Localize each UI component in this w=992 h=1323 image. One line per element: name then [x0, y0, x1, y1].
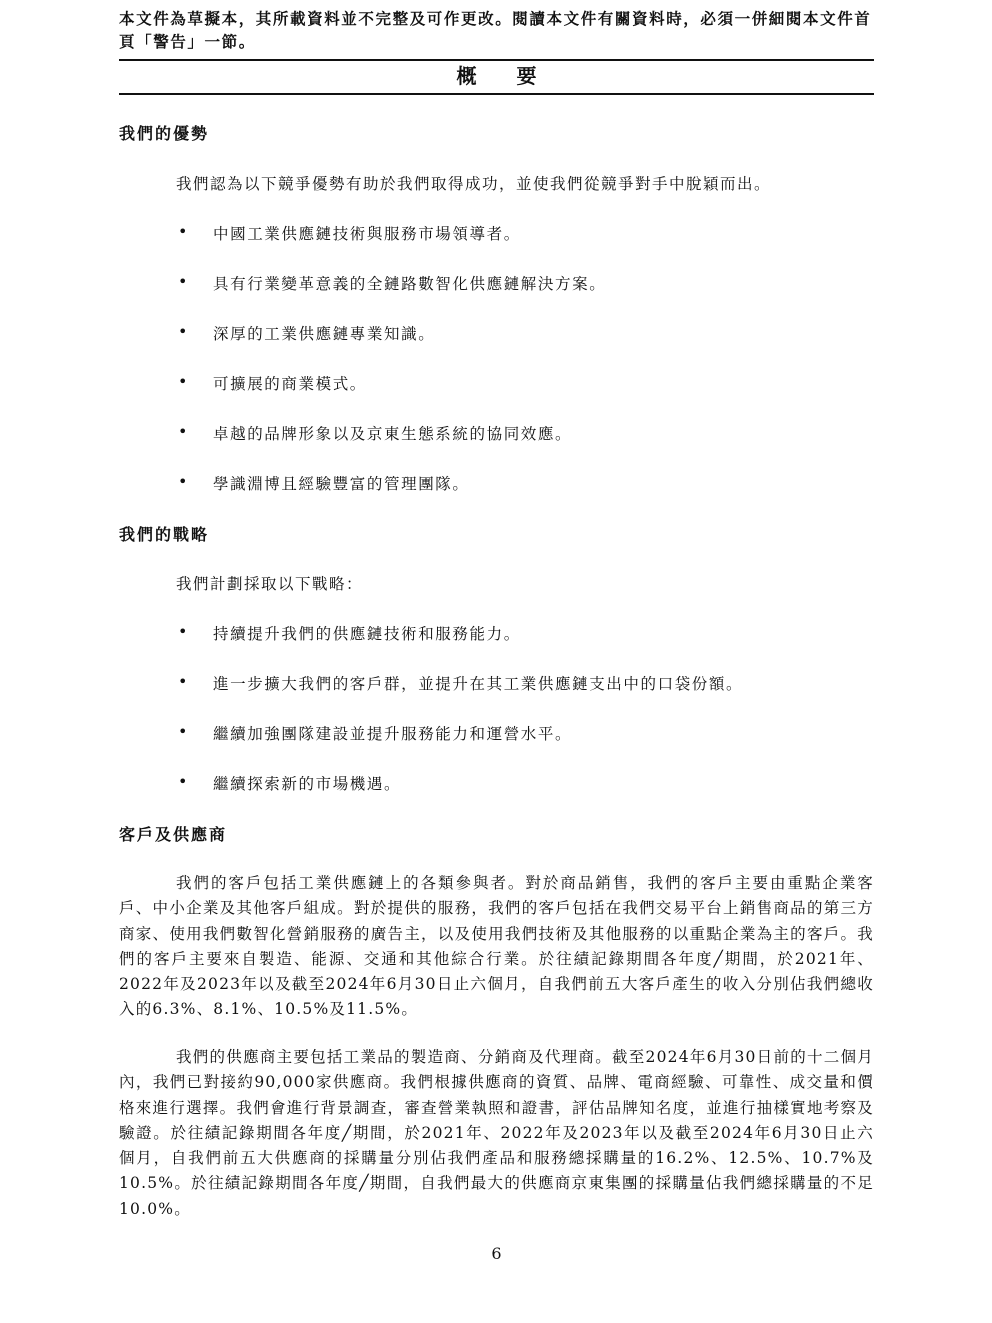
bullet-icon: • [178, 272, 190, 291]
section-heading-strategy: 我們的戰略 [119, 525, 210, 544]
draft-warning: 本文件為草擬本，其所載資料並不完整及可作更改。閱讀本文件有關資料時，必須一併細閱本文件首頁「警告」一節。 [119, 10, 872, 51]
bullet-icon: • [178, 322, 190, 341]
advantages-intro: 我們認為以下競爭優勢有助於我們取得成功，並使我們從競爭對手中脫穎而出。 [176, 175, 772, 193]
section-heading-advantages: 我們的優勢 [119, 124, 210, 143]
bullet-icon: • [178, 722, 190, 741]
bullet-icon: • [178, 672, 190, 691]
page-number: 6 [491, 1244, 502, 1263]
page-title: 概要 [456, 64, 577, 88]
bullet-icon: • [178, 372, 190, 391]
bullet-icon: • [178, 622, 190, 641]
customers-paragraph: 我們的客戶包括工業供應鏈上的各類參與者。對於商品銷售，我們的客戶主要由重點企業客戶、中小企業及其他客戶組成。對於提供的服務，我們的客戶包括在我們交易平台上銷售商品的第三方商家、使用我們數智化營銷服務的廣告主，以及使用我們技術及其他服務的以重點企業為主的客戶。我們的客戶主要來自製造、能源、交通和其他綜合行業。於往績記錄期間各年度╱期間，於2021年、2022年及2023年以及截至2024年6月30日止六個月，自我們前五大客戶產生的收入分別佔我們總收入的6.3%、8.1%、10.5%及11.5%。 [119, 874, 874, 1019]
bullet-icon: • [178, 772, 190, 791]
document-page: 本文件為草擬本，其所載資料並不完整及可作更改。閱讀本文件有關資料時，必須一併細閱本文件首頁「警告」一節。 概要 我們的優勢 我們認為以下競爭優勢有助於我們取得成功，並使我們從競爭對手中脫穎而出。 • 中國工業供應鏈技術與服務市場領導者。 • 具有行業變革意義的全鏈路數智化供應鏈解決方案。 • 深厚的工業供應鏈專業知識。 • 可擴展的商業模式。 • 卓越的品牌形象以及京東生態系統的協同效應。 • 學識淵博且經驗豐富的管理團隊。 我們的戰略 我們計劃採取以下戰略： • 持續提升我們的供應鏈技術和服務能力。 • 進一步擴大我們的客戶群，並提升在其工業供應鏈支出中的口袋份額。 • 繼續加強團隊建設並提升服務能力和運營水平。 • 繼續探索新的市場機遇。 客戶及供應商 我們的客戶包括工業供應鏈上的各類參與者。對於商品銷售，我們的客戶主要由重點企業客戶、中小企業及其他客戶組成。對於提供的服務，我們的客戶包括在我們交易平台上銷售商品的第三方商家、使用我們數智化營銷服務的廣告主，以及使用我們技術及其他服務的以重點企業為主的客戶。我們的客戶主要來自製造、能源、交通和其他綜合行業。於往績記錄期間各年度╱期間，於2021年、2022年及2023年以及截至2024年6月30日止六個月，自我們前五大客戶產生的收入分別佔我們總收入的6.3%、8.1%、10.5%及11.5%。 我們的供應商主要包括工業品的製造商、分銷商及代理商。截至2024年6月30日前的十二個月內，我們已對接約90,000家供應商。我們根據供應商的資質、品牌、電商經驗、可靠性、成交量和價格來進行選擇。我們會進行背景調查，審查營業執照和證書，評估品牌知名度，並進行抽樣實地考察及驗證。於往績記錄期間各年度╱期間，於2021年、2022年及2023年以及截至2024年6月30日止六個月，自我們前五大供應商的採購量分別佔我們產品和服務總採購量的16.2%、12.5%、10.7%及10.5%。於往績記錄期間各年度╱期間，自我們最大的供應商京東集團的採購量佔我們總採購量的不足10.0%。 6 [119, 10, 874, 1263]
header-rule-bottom [119, 93, 874, 95]
strategy-intro: 我們計劃採取以下戰略： [176, 575, 364, 593]
bullet-icon: • [178, 422, 190, 441]
bullet-icon: • [178, 472, 190, 491]
section-heading-customers: 客戶及供應商 [119, 825, 228, 844]
suppliers-paragraph: 我們的供應商主要包括工業品的製造商、分銷商及代理商。截至2024年6月30日前的十二個月內，我們已對接約90,000家供應商。我們根據供應商的資質、品牌、電商經驗、可靠性、成交量和價格來進行選擇。我們會進行背景調查，審查營業執照和證書，評估品牌知名度，並進行抽樣實地考察及驗證。於往績記錄期間各年度╱期間，於2021年、2022年及2023年以及截至2024年6月30日止六個月，自我們前五大供應商的採購量分別佔我們產品和服務總採購量的16.2%、12.5%、10.7%及10.5%。於往績記錄期間各年度╱期間，自我們最大的供應商京東集團的採購量佔我們總採購量的不足10.0%。 [119, 1048, 874, 1218]
bullet-icon: • [178, 222, 190, 241]
